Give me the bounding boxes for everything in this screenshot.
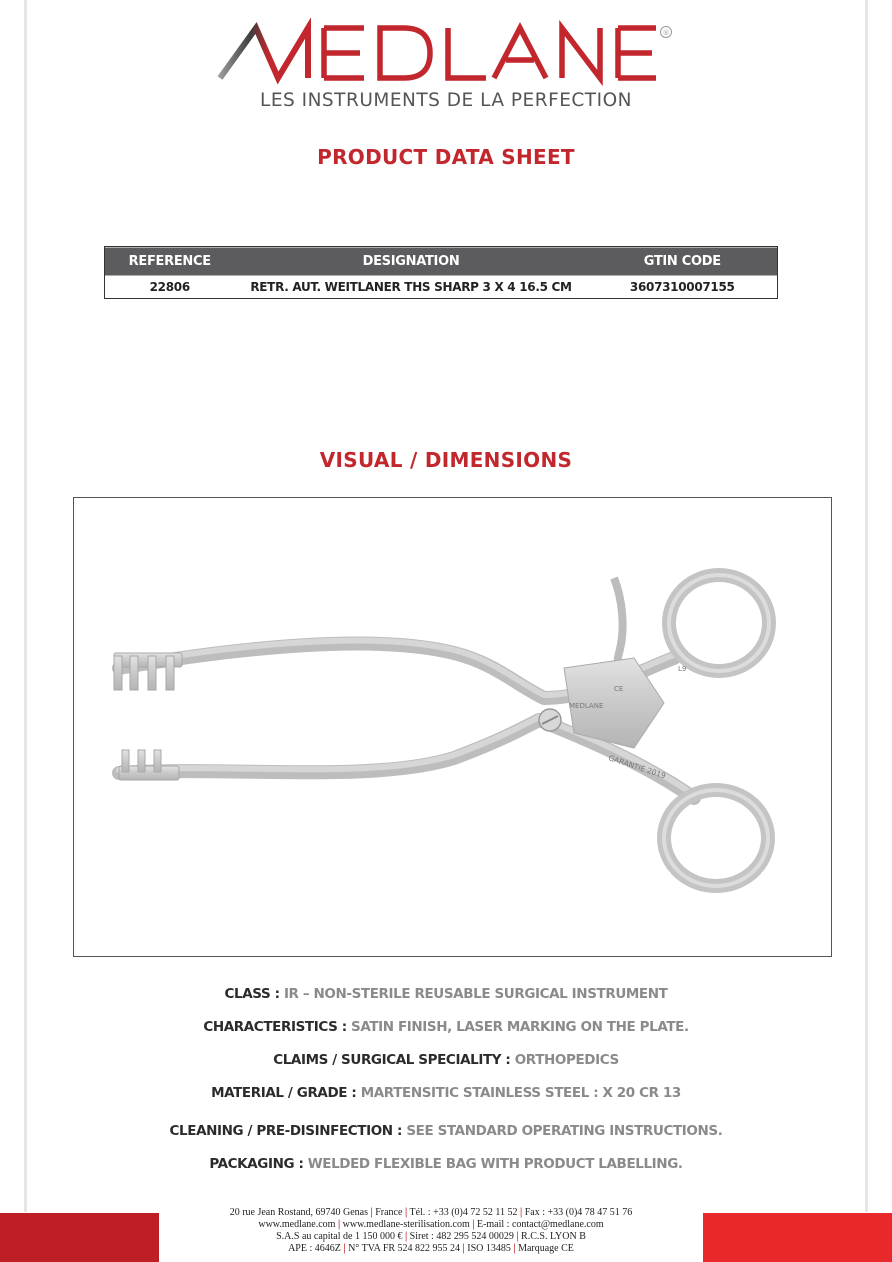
footer-ape: APE : 4646Z — [288, 1243, 341, 1254]
spec-material — [0, 1085, 892, 1101]
spec-packaging — [0, 1156, 892, 1172]
spec-label: CHARACTERISTICS : — [203, 1019, 352, 1035]
footer-capital: S.A.S au capital de 1 150 000 € — [276, 1231, 403, 1242]
header-gtin-code: GTIN CODE — [588, 246, 778, 275]
footer-accent-left — [0, 1213, 159, 1262]
spec-label: CLASS : — [224, 986, 284, 1002]
spec-label: MATERIAL / GRADE : — [211, 1085, 361, 1101]
medlane-logo — [0, 18, 892, 88]
product-data-sheet-title: PRODUCT DATA SHEET — [317, 145, 575, 169]
cell-designation: RETR. AUT. WEITLANER THS SHARP 3 X 4 16.5 CM — [235, 275, 588, 299]
brand-tagline: LES INSTRUMENTS DE LA PERFECTION — [260, 90, 632, 111]
footer-line-1: 20 rue Jean Rostand, 69740 Genas | France | Tél. : +33 (0)4 72 52 11 52 | Fax : +33 (0)4 78 47 51 76 — [229, 1207, 633, 1218]
footer-line-4: APE : 4646Z | N° TVA FR 524 822 955 24 | ISO 13485 | Marquage CE — [288, 1243, 574, 1254]
cell-gtin-code: 3607310007155 — [588, 275, 778, 299]
spec-label: CLEANING / PRE-DISINFECTION : — [169, 1123, 407, 1139]
footer-siret: Siret : 482 295 524 00029 — [409, 1231, 514, 1242]
marking-code: L9 — [678, 665, 687, 673]
registered-mark: ® — [662, 29, 670, 37]
spec-label: CLAIMS / SURGICAL SPECIALITY : — [273, 1052, 515, 1068]
spec-value: WELDED FLEXIBLE BAG WITH PRODUCT LABELLING. — [307, 1156, 683, 1172]
footer-marking: Marquage CE — [518, 1243, 574, 1254]
cell-reference: 22806 — [105, 275, 235, 299]
instrument-image-frame — [73, 497, 832, 957]
spec-cleaning — [0, 1123, 892, 1139]
retractor-illustration — [74, 498, 831, 956]
footer-country: France — [375, 1207, 403, 1218]
marking-brand: MEDLANE — [569, 702, 604, 710]
footer-website[interactable]: www.medlane.com — [258, 1219, 336, 1230]
footer-tel: Tél. : +33 (0)4 72 52 11 52 — [409, 1207, 518, 1218]
footer-line-2: www.medlane.com | www.medlane-sterilisation.com | E-mail : contact@medlane.com — [258, 1219, 604, 1230]
spec-value: ORTHOPEDICS — [514, 1052, 619, 1068]
header-reference: REFERENCE — [105, 246, 235, 275]
footer-address: 20 rue Jean Rostand, 69740 Genas — [229, 1207, 369, 1218]
marking-ce: CE — [614, 685, 624, 693]
footer-email[interactable]: E-mail : contact@medlane.com — [476, 1219, 604, 1230]
footer-accent-right — [703, 1213, 892, 1262]
spec-value: SATIN FINISH, LASER MARKING ON THE PLATE. — [351, 1019, 689, 1035]
spec-value: IR – NON-STERILE REUSABLE SURGICAL INSTRUMENT — [283, 986, 668, 1002]
spec-label: PACKAGING : — [209, 1156, 308, 1172]
spec-value: MARTENSITIC STAINLESS STEEL : X 20 CR 13 — [360, 1085, 681, 1101]
footer-line-3: S.A.S au capital de 1 150 000 € | Siret : 482 295 524 00029 | R.C.S. LYON B — [276, 1231, 586, 1242]
spec-characteristics — [0, 1019, 892, 1035]
footer-sterilisation-website[interactable]: www.medlane-sterilisation.com — [342, 1219, 470, 1230]
spec-value: SEE STANDARD OPERATING INSTRUCTIONS. — [406, 1123, 723, 1139]
visual-dimensions-title: VISUAL / DIMENSIONS — [319, 448, 573, 472]
footer-iso: ISO 13485 — [467, 1243, 511, 1254]
reference-table — [104, 246, 778, 299]
header-designation: DESIGNATION — [235, 246, 588, 275]
footer-tva: N° TVA FR 524 822 955 24 — [348, 1243, 461, 1254]
footer-fax: Fax : +33 (0)4 78 47 51 76 — [524, 1207, 633, 1218]
table-row — [105, 275, 778, 299]
footer-contact — [160, 1207, 702, 1255]
spec-claims — [0, 1052, 892, 1068]
spec-class — [0, 986, 892, 1002]
footer-rcs: R.C.S. LYON B — [521, 1231, 586, 1242]
marking-warranty: GARANTIE 2019 — [607, 753, 667, 781]
